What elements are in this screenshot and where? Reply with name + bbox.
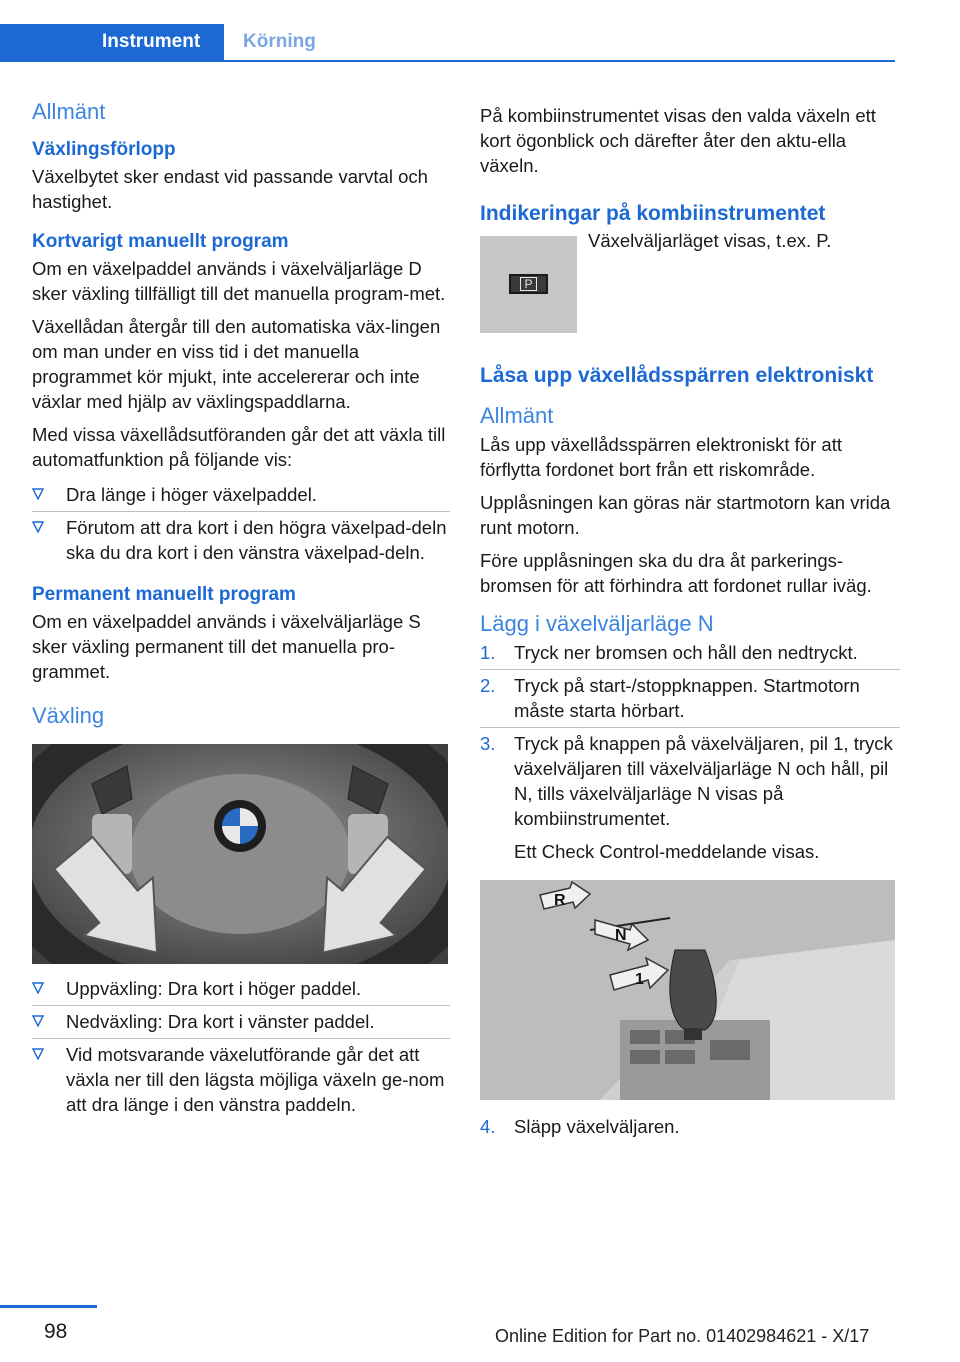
step-note: Ett Check Control-meddelande visas. xyxy=(514,841,820,862)
subheading-kortvarigt: Kortvarigt manuellt program xyxy=(32,231,289,252)
steering-wheel-figure xyxy=(32,744,448,964)
heading-lasa-upp: Låsa upp växellådsspärren elektroniskt xyxy=(480,364,874,387)
gear-letter: P xyxy=(520,277,536,291)
paragraph: Lås upp växellådsspärren elektroniskt för att förflytta fordonet bort från ett riskområde. xyxy=(480,434,842,480)
tab-instrument[interactable]: Instrument xyxy=(0,24,224,60)
paragraph: Om en växelpaddel används i växelväljarläge D sker växling tillfälligt till det manuella program-met. xyxy=(32,258,446,304)
gear-selector-illustration xyxy=(480,880,895,1100)
arrow-label-1: 1 xyxy=(635,971,644,988)
heading-allmant: Allmänt xyxy=(32,99,106,124)
triangle-bullet-icon xyxy=(32,1015,44,1027)
subheading-allmant: Allmänt xyxy=(480,403,554,428)
gear-indicator-box xyxy=(509,274,548,294)
subheading-vaxlingsforlopp: Växlingsförlopp xyxy=(32,139,176,160)
header-rule xyxy=(0,60,895,62)
left-column xyxy=(32,98,450,1125)
list-item: 4. Släpp växelväljaren. xyxy=(480,1116,680,1137)
numbered-list xyxy=(480,640,900,864)
list-item: Förutom att dra kort i den högra växelpad-deln ska du dra kort i den vänstra växelpad-deln. xyxy=(32,515,450,565)
heading-indikeringar: Indikeringar på kombiinstrumentet xyxy=(480,202,826,225)
paragraph: Med vissa växellådsutföranden går det att växla till automatfunktion på följande vis: xyxy=(32,424,446,470)
paragraph: Före upplåsningen ska du dra åt parkerings-bromsen för att förhindra att fordonet rullar iväg. xyxy=(480,550,872,596)
indicator-row xyxy=(480,232,900,340)
subheading-lagg-i: Lägg i växelväljarläge N xyxy=(480,611,714,636)
paragraph: På kombiinstrumentet visas den valda växeln ett kort ögonblick och därefter åter den aktu-ella växeln. xyxy=(480,105,876,176)
subheading-permanent: Permanent manuellt program xyxy=(32,584,296,605)
triangle-bullet-icon xyxy=(32,521,44,533)
bullet-list xyxy=(32,482,450,565)
paragraph: Om en växelpaddel används i växelväljarläge S sker växling permanent till det manuella pro-grammet. xyxy=(32,611,421,682)
gear-selector-figure xyxy=(480,880,895,1100)
page-number: 98 xyxy=(44,1320,68,1343)
indicator-caption: Växelväljarläget visas, t.ex. P. xyxy=(588,230,832,251)
arrow-label-n: N xyxy=(615,927,627,944)
bullet-list xyxy=(32,976,450,1117)
list-item: 1. Tryck ner bromsen och håll den nedtryckt. xyxy=(480,640,900,665)
list-item: Uppväxling: Dra kort i höger paddel. xyxy=(32,976,450,1001)
steering-wheel-illustration xyxy=(32,744,448,964)
paragraph: Växellådan återgår till den automatiska väx-lingen om man under en viss tid i det manuella programmet kör mjukt, inte accelererar och inte växlar med hjälp av växlingspaddlarna. xyxy=(32,316,441,412)
list-item: 2. Tryck på start-/stoppknappen. Startmotorn måste starta hörbart. xyxy=(480,673,900,723)
triangle-bullet-icon xyxy=(32,488,44,500)
list-item: 3. Tryck på knappen på växelväljaren, pil 1, tryck växelväljaren till växelväljarläge N och håll, pil N, tills växelväljarläge N visas på kombiinstrumentet. Ett Check Control-meddelande visas. xyxy=(480,731,900,864)
tab-korning[interactable]: Körning xyxy=(243,31,316,52)
footer-rule xyxy=(0,1305,97,1308)
paragraph: Upplåsningen kan göras när startmotorn kan vrida runt motorn. xyxy=(480,492,891,538)
edition-footer: Online Edition for Part no. 01402984621 - X/17 xyxy=(495,1326,870,1346)
triangle-bullet-icon xyxy=(32,982,44,994)
arrow-label-r: R xyxy=(554,892,566,909)
list-item: Vid motsvarande växelutförande går det att växla ner till den lägsta möjliga växeln ge-nom att dra länge i den vänstra paddeln. xyxy=(32,1042,450,1117)
list-item: Nedväxling: Dra kort i vänster paddel. xyxy=(32,1009,450,1034)
right-column xyxy=(480,103,900,1147)
header-tabs xyxy=(0,24,895,62)
gear-indicator-figure xyxy=(480,236,577,333)
numbered-list xyxy=(480,1114,900,1139)
heading-vaxling: Växling xyxy=(32,703,105,728)
paragraph: Växelbytet sker endast vid passande varvtal och hastighet. xyxy=(32,166,428,212)
list-item: Dra länge i höger växelpaddel. xyxy=(32,482,450,507)
triangle-bullet-icon xyxy=(32,1048,44,1060)
